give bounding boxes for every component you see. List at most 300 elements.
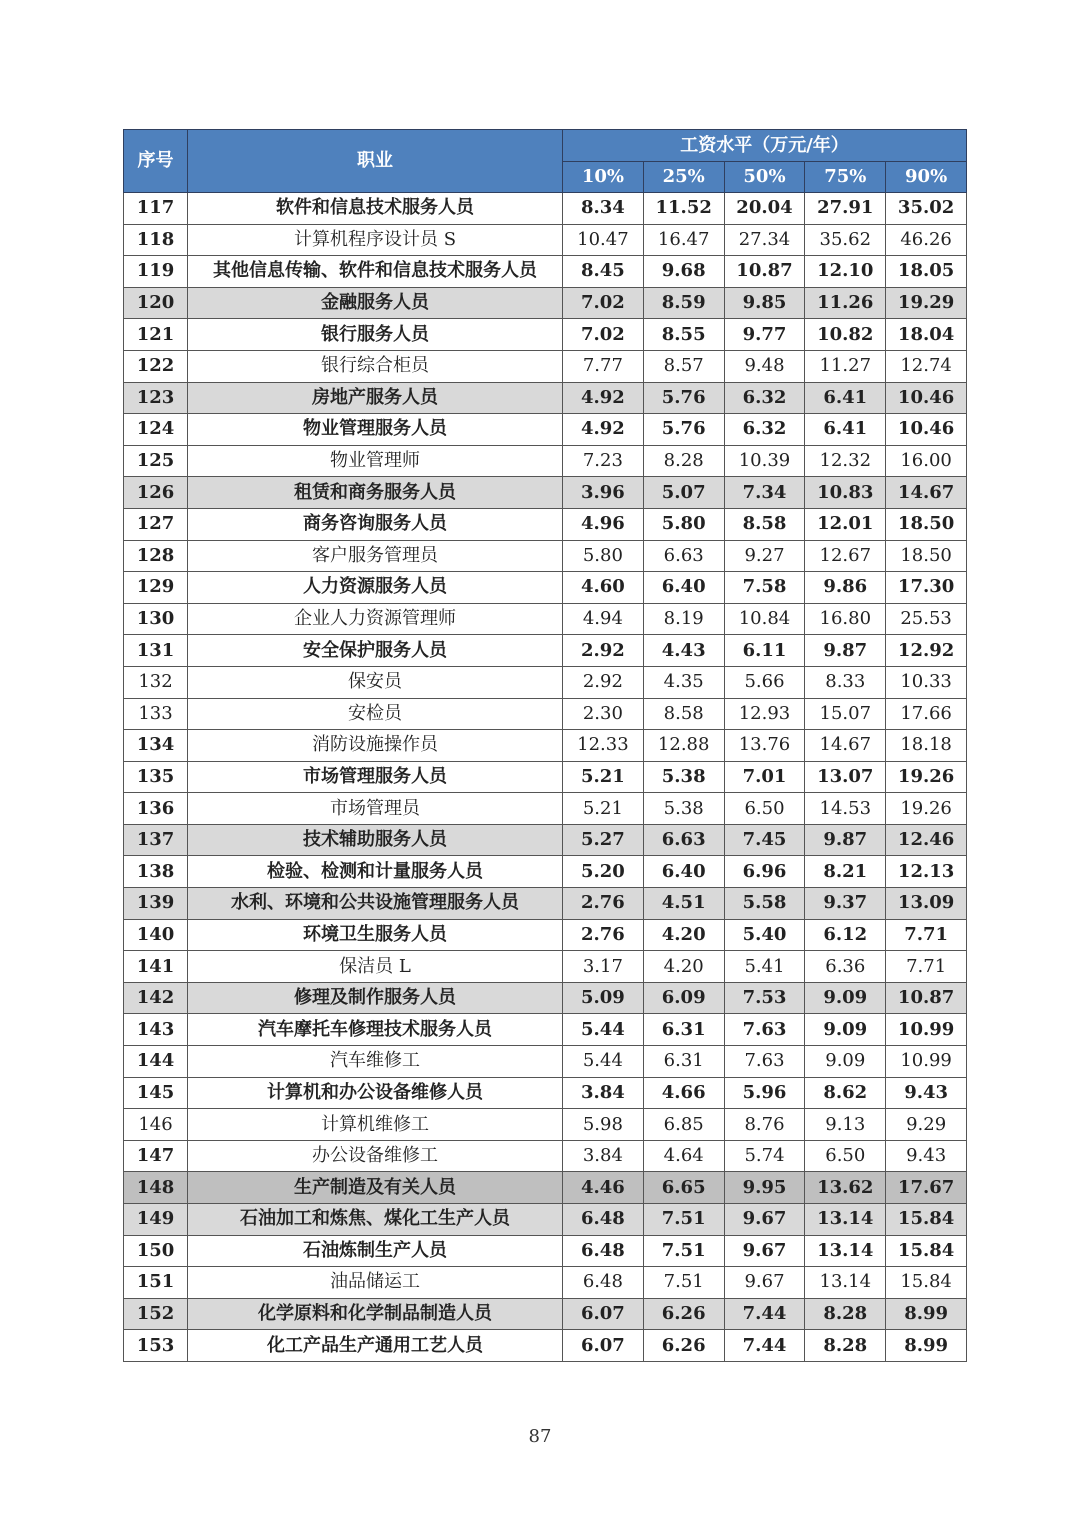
cell-wage-value: 8.28 [805,1330,886,1362]
cell-wage-value: 5.21 [563,761,644,793]
cell-seq: 121 [124,319,188,351]
cell-wage-value: 6.07 [563,1330,644,1362]
cell-wage-value: 9.27 [724,540,805,572]
cell-occupation: 金融服务人员 [188,287,563,319]
cell-wage-value: 6.26 [643,1330,724,1362]
cell-wage-value: 4.94 [563,603,644,635]
cell-wage-value: 4.20 [643,951,724,983]
cell-seq: 147 [124,1140,188,1172]
cell-seq: 129 [124,572,188,604]
cell-wage-value: 11.26 [805,287,886,319]
cell-seq: 125 [124,445,188,477]
cell-wage-value: 19.26 [886,793,967,825]
cell-occupation: 生产制造及有关人员 [188,1172,563,1204]
header-p75: 75% [805,162,886,193]
cell-seq: 149 [124,1204,188,1236]
cell-wage-value: 12.67 [805,540,886,572]
cell-wage-value: 9.67 [724,1267,805,1299]
table-row [124,445,967,477]
cell-wage-value: 14.67 [886,477,967,509]
cell-wage-value: 6.85 [643,1109,724,1141]
cell-wage-value: 6.40 [643,856,724,888]
cell-seq: 126 [124,477,188,509]
table-row [124,319,967,351]
cell-wage-value: 6.31 [643,1046,724,1078]
cell-wage-value: 19.29 [886,287,967,319]
cell-wage-value: 9.67 [724,1235,805,1267]
cell-wage-value: 12.93 [724,698,805,730]
cell-wage-value: 6.26 [643,1298,724,1330]
table-row [124,1077,967,1109]
cell-wage-value: 5.44 [563,1046,644,1078]
cell-seq: 145 [124,1077,188,1109]
cell-occupation: 计算机维修工 [188,1109,563,1141]
cell-wage-value: 11.52 [643,193,724,225]
table-row [124,414,967,446]
cell-wage-value: 13.07 [805,761,886,793]
cell-occupation: 油品储运工 [188,1267,563,1299]
cell-wage-value: 5.76 [643,414,724,446]
cell-occupation: 保安员 [188,666,563,698]
cell-occupation: 企业人力资源管理师 [188,603,563,635]
cell-wage-value: 13.14 [805,1204,886,1236]
cell-occupation: 物业管理服务人员 [188,414,563,446]
cell-wage-value: 8.59 [643,287,724,319]
cell-wage-value: 5.80 [643,508,724,540]
cell-wage-value: 3.17 [563,951,644,983]
cell-wage-value: 6.40 [643,572,724,604]
page-number: 87 [528,1426,552,1447]
table-row [124,382,967,414]
cell-wage-value: 7.45 [724,824,805,856]
cell-wage-value: 10.82 [805,319,886,351]
cell-wage-value: 6.50 [724,793,805,825]
cell-wage-value: 8.62 [805,1077,886,1109]
cell-seq: 141 [124,951,188,983]
cell-occupation: 办公设备维修工 [188,1140,563,1172]
cell-wage-value: 5.58 [724,888,805,920]
cell-wage-value: 17.67 [886,1172,967,1204]
cell-wage-value: 7.58 [724,572,805,604]
table-row [124,635,967,667]
cell-wage-value: 8.34 [563,193,644,225]
cell-wage-value: 10.99 [886,1014,967,1046]
cell-wage-value: 5.21 [563,793,644,825]
cell-occupation: 租赁和商务服务人员 [188,477,563,509]
table-row [124,1014,967,1046]
cell-seq: 123 [124,382,188,414]
cell-occupation: 市场管理服务人员 [188,761,563,793]
cell-wage-value: 7.51 [643,1267,724,1299]
cell-wage-value: 10.87 [886,982,967,1014]
header-p10: 10% [563,162,644,193]
cell-occupation: 水利、环境和公共设施管理服务人员 [188,888,563,920]
cell-wage-value: 6.32 [724,414,805,446]
cell-wage-value: 5.44 [563,1014,644,1046]
cell-seq: 140 [124,919,188,951]
cell-wage-value: 4.60 [563,572,644,604]
cell-seq: 127 [124,508,188,540]
cell-wage-value: 14.53 [805,793,886,825]
table-row [124,1330,967,1362]
cell-wage-value: 6.32 [724,382,805,414]
cell-wage-value: 7.02 [563,319,644,351]
cell-seq: 143 [124,1014,188,1046]
cell-wage-value: 6.36 [805,951,886,983]
cell-wage-value: 8.28 [805,1298,886,1330]
cell-occupation: 环境卫生服务人员 [188,919,563,951]
cell-wage-value: 5.66 [724,666,805,698]
cell-wage-value: 17.66 [886,698,967,730]
cell-wage-value: 9.13 [805,1109,886,1141]
cell-wage-value: 6.41 [805,414,886,446]
cell-wage-value: 6.48 [563,1267,644,1299]
cell-wage-value: 12.92 [886,635,967,667]
cell-occupation: 计算机和办公设备维修人员 [188,1077,563,1109]
cell-wage-value: 2.92 [563,666,644,698]
cell-occupation: 检验、检测和计量服务人员 [188,856,563,888]
cell-seq: 132 [124,666,188,698]
cell-wage-value: 10.46 [886,414,967,446]
cell-wage-value: 6.09 [643,982,724,1014]
cell-wage-value: 7.63 [724,1014,805,1046]
cell-wage-value: 9.48 [724,350,805,382]
cell-seq: 135 [124,761,188,793]
cell-wage-value: 15.84 [886,1204,967,1236]
cell-wage-value: 10.47 [563,224,644,256]
cell-seq: 118 [124,224,188,256]
cell-wage-value: 7.34 [724,477,805,509]
cell-wage-value: 35.02 [886,193,967,225]
cell-wage-value: 9.68 [643,256,724,288]
cell-occupation: 安检员 [188,698,563,730]
cell-wage-value: 9.43 [886,1140,967,1172]
table-row [124,1046,967,1078]
table-row [124,603,967,635]
cell-wage-value: 5.96 [724,1077,805,1109]
cell-occupation: 化学原料和化学制品制造人员 [188,1298,563,1330]
cell-wage-value: 8.99 [886,1330,967,1362]
cell-wage-value: 12.74 [886,350,967,382]
cell-wage-value: 8.33 [805,666,886,698]
cell-occupation: 石油炼制生产人员 [188,1235,563,1267]
cell-wage-value: 9.09 [805,982,886,1014]
cell-wage-value: 12.01 [805,508,886,540]
cell-wage-value: 8.58 [643,698,724,730]
cell-wage-value: 8.58 [724,508,805,540]
cell-wage-value: 5.40 [724,919,805,951]
cell-wage-value: 6.96 [724,856,805,888]
table-row [124,793,967,825]
cell-wage-value: 13.09 [886,888,967,920]
cell-occupation: 保洁员 L [188,951,563,983]
cell-wage-value: 5.27 [563,824,644,856]
cell-seq: 153 [124,1330,188,1362]
cell-wage-value: 6.11 [724,635,805,667]
cell-wage-value: 6.12 [805,919,886,951]
cell-wage-value: 4.64 [643,1140,724,1172]
cell-wage-value: 7.71 [886,951,967,983]
table-row [124,919,967,951]
cell-wage-value: 7.63 [724,1046,805,1078]
cell-occupation: 修理及制作服务人员 [188,982,563,1014]
cell-wage-value: 13.76 [724,730,805,762]
cell-wage-value: 15.84 [886,1235,967,1267]
cell-wage-value: 25.53 [886,603,967,635]
cell-wage-value: 10.46 [886,382,967,414]
cell-occupation: 汽车摩托车修理技术服务人员 [188,1014,563,1046]
cell-seq: 138 [124,856,188,888]
table-header [124,130,967,193]
cell-wage-value: 27.91 [805,193,886,225]
cell-seq: 124 [124,414,188,446]
cell-seq: 133 [124,698,188,730]
cell-wage-value: 9.67 [724,1204,805,1236]
cell-occupation: 银行服务人员 [188,319,563,351]
cell-wage-value: 13.14 [805,1235,886,1267]
cell-wage-value: 6.63 [643,540,724,572]
table-row [124,287,967,319]
cell-wage-value: 8.21 [805,856,886,888]
cell-seq: 139 [124,888,188,920]
header-wage-group: 工资水平（万元/年） [563,130,967,162]
cell-wage-value: 4.51 [643,888,724,920]
cell-seq: 152 [124,1298,188,1330]
table-row [124,540,967,572]
cell-occupation: 其他信息传输、软件和信息技术服务人员 [188,256,563,288]
cell-wage-value: 9.43 [886,1077,967,1109]
cell-wage-value: 18.50 [886,508,967,540]
cell-wage-value: 18.18 [886,730,967,762]
cell-wage-value: 17.30 [886,572,967,604]
cell-wage-value: 2.92 [563,635,644,667]
table-row [124,508,967,540]
table-row [124,951,967,983]
cell-wage-value: 7.01 [724,761,805,793]
cell-occupation: 房地产服务人员 [188,382,563,414]
header-p50: 50% [724,162,805,193]
cell-seq: 146 [124,1109,188,1141]
cell-wage-value: 13.62 [805,1172,886,1204]
cell-wage-value: 5.07 [643,477,724,509]
table-row [124,1235,967,1267]
cell-wage-value: 6.50 [805,1140,886,1172]
cell-seq: 150 [124,1235,188,1267]
cell-wage-value: 7.51 [643,1235,724,1267]
cell-occupation: 化工产品生产通用工艺人员 [188,1330,563,1362]
wage-table [123,129,967,1362]
table-row [124,572,967,604]
table-row [124,856,967,888]
cell-wage-value: 9.77 [724,319,805,351]
cell-wage-value: 13.14 [805,1267,886,1299]
cell-wage-value: 8.19 [643,603,724,635]
table-body [124,193,967,1362]
cell-wage-value: 10.33 [886,666,967,698]
cell-wage-value: 3.96 [563,477,644,509]
cell-wage-value: 12.10 [805,256,886,288]
cell-wage-value: 8.45 [563,256,644,288]
cell-wage-value: 5.80 [563,540,644,572]
cell-wage-value: 9.95 [724,1172,805,1204]
cell-wage-value: 7.53 [724,982,805,1014]
table-row [124,1267,967,1299]
table-row [124,761,967,793]
cell-wage-value: 8.28 [643,445,724,477]
cell-occupation: 市场管理员 [188,793,563,825]
cell-wage-value: 8.99 [886,1298,967,1330]
cell-wage-value: 9.85 [724,287,805,319]
cell-wage-value: 5.76 [643,382,724,414]
cell-wage-value: 5.09 [563,982,644,1014]
cell-wage-value: 6.65 [643,1172,724,1204]
cell-wage-value: 6.63 [643,824,724,856]
cell-occupation: 安全保护服务人员 [188,635,563,667]
header-p90: 90% [886,162,967,193]
table-row [124,477,967,509]
cell-occupation: 人力资源服务人员 [188,572,563,604]
cell-occupation: 银行综合柜员 [188,350,563,382]
cell-seq: 142 [124,982,188,1014]
cell-wage-value: 35.62 [805,224,886,256]
cell-wage-value: 12.33 [563,730,644,762]
cell-wage-value: 19.26 [886,761,967,793]
table-row [124,1172,967,1204]
cell-wage-value: 2.76 [563,888,644,920]
cell-wage-value: 7.44 [724,1298,805,1330]
cell-wage-value: 5.74 [724,1140,805,1172]
cell-wage-value: 3.84 [563,1077,644,1109]
cell-wage-value: 4.35 [643,666,724,698]
cell-wage-value: 10.39 [724,445,805,477]
table-row [124,666,967,698]
cell-wage-value: 7.02 [563,287,644,319]
table-row [124,224,967,256]
cell-wage-value: 27.34 [724,224,805,256]
cell-occupation: 软件和信息技术服务人员 [188,193,563,225]
cell-wage-value: 6.07 [563,1298,644,1330]
cell-seq: 144 [124,1046,188,1078]
cell-wage-value: 7.44 [724,1330,805,1362]
cell-wage-value: 8.55 [643,319,724,351]
cell-wage-value: 46.26 [886,224,967,256]
header-occupation: 职业 [188,130,563,193]
cell-wage-value: 7.51 [643,1204,724,1236]
cell-wage-value: 15.07 [805,698,886,730]
cell-wage-value: 5.41 [724,951,805,983]
cell-occupation: 客户服务管理员 [188,540,563,572]
cell-wage-value: 15.84 [886,1267,967,1299]
cell-wage-value: 16.00 [886,445,967,477]
cell-wage-value: 4.43 [643,635,724,667]
cell-wage-value: 4.92 [563,414,644,446]
cell-occupation: 计算机程序设计员 S [188,224,563,256]
table-row [124,193,967,225]
cell-wage-value: 3.84 [563,1140,644,1172]
cell-wage-value: 9.09 [805,1014,886,1046]
cell-seq: 151 [124,1267,188,1299]
table-row [124,1109,967,1141]
cell-wage-value: 7.77 [563,350,644,382]
cell-wage-value: 10.99 [886,1046,967,1078]
cell-wage-value: 7.23 [563,445,644,477]
cell-seq: 117 [124,193,188,225]
cell-seq: 120 [124,287,188,319]
cell-wage-value: 9.09 [805,1046,886,1078]
cell-wage-value: 5.20 [563,856,644,888]
cell-wage-value: 10.84 [724,603,805,635]
cell-wage-value: 6.48 [563,1204,644,1236]
table-row [124,824,967,856]
cell-wage-value: 12.46 [886,824,967,856]
cell-wage-value: 12.32 [805,445,886,477]
cell-wage-value: 18.04 [886,319,967,351]
cell-seq: 119 [124,256,188,288]
cell-wage-value: 5.98 [563,1109,644,1141]
table-row [124,730,967,762]
cell-wage-value: 6.31 [643,1014,724,1046]
cell-wage-value: 5.38 [643,761,724,793]
table-row [124,698,967,730]
cell-wage-value: 9.87 [805,824,886,856]
header-seq: 序号 [124,130,188,193]
cell-occupation: 商务咨询服务人员 [188,508,563,540]
cell-wage-value: 2.30 [563,698,644,730]
header-p25: 25% [643,162,724,193]
table-row [124,350,967,382]
cell-seq: 131 [124,635,188,667]
cell-wage-value: 20.04 [724,193,805,225]
cell-wage-value: 6.48 [563,1235,644,1267]
table-row [124,888,967,920]
cell-wage-value: 16.47 [643,224,724,256]
cell-seq: 134 [124,730,188,762]
cell-wage-value: 9.86 [805,572,886,604]
table-row [124,982,967,1014]
cell-wage-value: 18.50 [886,540,967,572]
table-row [124,1140,967,1172]
cell-seq: 128 [124,540,188,572]
cell-wage-value: 9.29 [886,1109,967,1141]
cell-wage-value: 9.37 [805,888,886,920]
cell-occupation: 物业管理师 [188,445,563,477]
cell-wage-value: 4.46 [563,1172,644,1204]
cell-wage-value: 5.38 [643,793,724,825]
cell-wage-value: 4.92 [563,382,644,414]
cell-wage-value: 6.41 [805,382,886,414]
cell-wage-value: 10.87 [724,256,805,288]
cell-occupation: 汽车维修工 [188,1046,563,1078]
cell-seq: 130 [124,603,188,635]
cell-wage-value: 4.20 [643,919,724,951]
cell-wage-value: 2.76 [563,919,644,951]
cell-wage-value: 16.80 [805,603,886,635]
cell-seq: 122 [124,350,188,382]
cell-wage-value: 7.71 [886,919,967,951]
cell-wage-value: 12.88 [643,730,724,762]
cell-seq: 137 [124,824,188,856]
cell-occupation: 消防设施操作员 [188,730,563,762]
cell-wage-value: 14.67 [805,730,886,762]
cell-seq: 136 [124,793,188,825]
table-row [124,1298,967,1330]
cell-wage-value: 10.83 [805,477,886,509]
cell-wage-value: 12.13 [886,856,967,888]
cell-wage-value: 8.57 [643,350,724,382]
cell-occupation: 石油加工和炼焦、煤化工生产人员 [188,1204,563,1236]
cell-wage-value: 18.05 [886,256,967,288]
cell-wage-value: 4.96 [563,508,644,540]
